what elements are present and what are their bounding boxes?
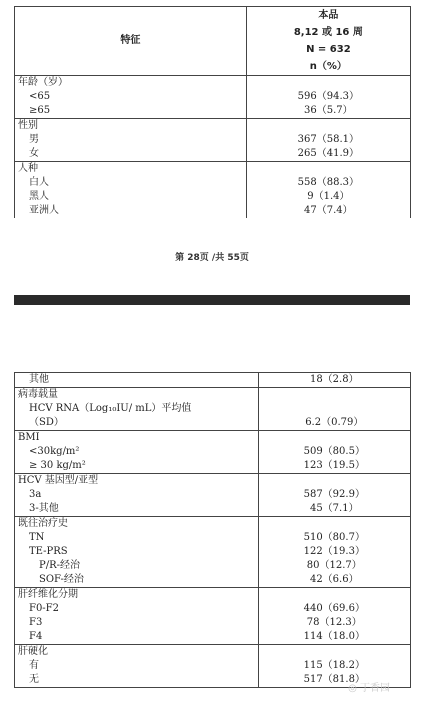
row-value: 265（41.9） [246,147,410,162]
document-page-28 [14,0,410,292]
row-value [246,119,410,134]
row-label: <65 [15,90,247,104]
row-label: HCV RNA（Log₁₀IU/ mL）平均值 [15,402,259,416]
table-row [15,388,411,403]
row-label: ≥ 30 kg/m² [15,459,259,474]
header-study-drug [246,7,410,76]
row-value: 80（12.7） [258,559,410,573]
table-row [15,645,411,660]
row-value: 47（7.4） [246,204,410,218]
row-label: 病毒载量 [15,388,259,403]
row-label: 男 [15,133,247,147]
table-row [15,573,411,588]
row-label: HCV 基因型/亚型 [15,474,259,489]
row-value: 558（88.3） [246,176,410,190]
row-label: 其他 [15,373,259,388]
table-row [15,531,411,545]
table-row [15,104,411,119]
row-value [258,388,410,403]
table-row [15,76,411,91]
table-row [15,90,411,104]
table-row [15,502,411,517]
demographics-table-part2 [14,372,411,688]
row-value [246,162,410,177]
table-row [15,162,411,177]
row-value [258,474,410,489]
table-row [15,545,411,559]
document-page-29 [14,308,410,702]
row-value: 509（80.5） [258,445,410,459]
page-divider [14,295,410,305]
row-label: 3-其他 [15,502,259,517]
row-value [258,645,410,660]
table-row [15,474,411,489]
table-row [15,176,411,190]
row-label: 黑人 [15,190,247,204]
row-label: （SD） [15,416,259,431]
table-row [15,588,411,603]
row-label: 亚洲人 [15,204,247,218]
row-label: 女 [15,147,247,162]
row-label: ≥65 [15,104,247,119]
row-value [246,76,410,91]
row-value [258,588,410,603]
row-label: SOF-经治 [15,573,259,588]
page-footer: 第 28页 /共 55页 [175,253,249,263]
table-row [15,373,411,388]
row-value: 45（7.1） [258,502,410,517]
table-row [15,431,411,446]
row-label: F4 [15,630,259,645]
demographics-table-part1 [14,6,411,218]
row-value [258,402,410,416]
table-row [15,445,411,459]
table-row [15,559,411,573]
row-label: <30kg/m² [15,445,259,459]
row-value: 123（19.5） [258,459,410,474]
table-row [15,402,411,416]
row-label: 3a [15,488,259,502]
row-value: 587（92.9） [258,488,410,502]
table-row [15,602,411,616]
row-label: 有 [15,659,259,673]
table-row [15,416,411,431]
row-label: 性别 [15,119,247,134]
row-value [258,517,410,532]
row-value: 596（94.3） [246,90,410,104]
table-row [15,659,411,673]
row-label: 白人 [15,176,247,190]
row-label: TN [15,531,259,545]
table-row [15,133,411,147]
row-value: 517（81.8） [258,673,410,688]
table-row [15,488,411,502]
row-label: P/R-经治 [15,559,259,573]
row-value: 78（12.3） [258,616,410,630]
row-label: F0-F2 [15,602,259,616]
row-label: 肝硬化 [15,645,259,660]
row-value [258,431,410,446]
row-value: 115（18.2） [258,659,410,673]
row-value: 18（2.8） [258,373,410,388]
header-line-1: 本品 [318,10,339,21]
row-label: 年龄（岁） [15,76,247,91]
row-label: F3 [15,616,259,630]
row-label: 无 [15,673,259,688]
table-row [15,616,411,630]
table-row [15,204,411,218]
row-value: 114（18.0） [258,630,410,645]
row-label: 肝纤维化分期 [15,588,259,603]
row-label: 人种 [15,162,247,177]
row-label: BMI [15,431,259,446]
row-value: 9（1.4） [246,190,410,204]
row-value: 367（58.1） [246,133,410,147]
row-value: 6.2（0.79） [258,416,410,431]
table-row [15,459,411,474]
header-line-2: 8,12 或 16 周 [293,27,363,38]
row-value: 42（6.6） [258,573,410,588]
table-row [15,119,411,134]
watermark-logo: ◎ 丁香园 [348,683,390,694]
row-label: TE-PRS [15,545,259,559]
header-line-3: N = 632 [306,44,351,55]
table-row [15,147,411,162]
header-line-4: n（%） [309,61,347,72]
row-value: 440（69.6） [258,602,410,616]
table-header-row [15,7,411,76]
header-feature: 特征 [15,7,247,76]
table-row [15,630,411,645]
table-row [15,517,411,532]
row-value: 36（5.7） [246,104,410,119]
row-value: 122（19.3） [258,545,410,559]
row-value: 510（80.7） [258,531,410,545]
table-row [15,190,411,204]
row-label: 既往治疗史 [15,517,259,532]
